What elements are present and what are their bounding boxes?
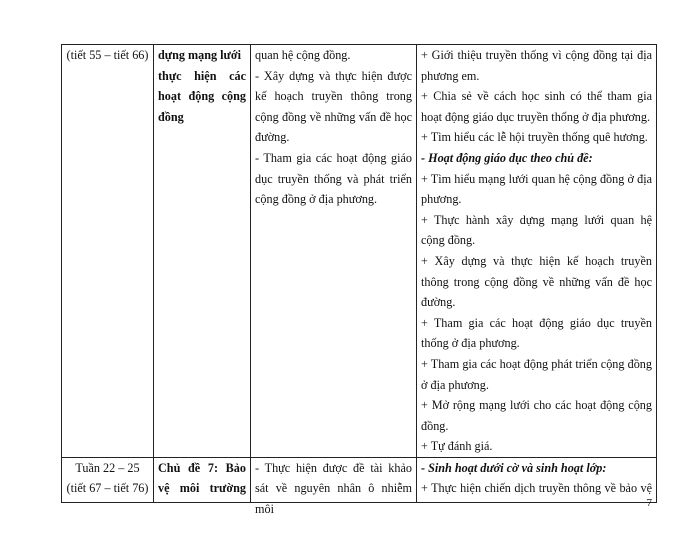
activity-item: + Thực hành xây dựng mạng lưới quan hệ cộng đồng. <box>421 212 652 248</box>
week-cell <box>62 457 154 502</box>
period-text: (tiết 55 – tiết 66) <box>66 48 149 62</box>
activity-item: + Giới thiệu truyền thống vì cộng đồng tại địa phương em. <box>421 48 652 83</box>
requirement-item: - Xây dựng và thực hiện được kế hoạch truyền thông trong cộng đồng về những vấn đề học đường. <box>255 68 412 145</box>
table-row <box>62 45 657 458</box>
period-text: (tiết 67 – tiết 76) <box>66 481 149 496</box>
table-row <box>62 457 657 502</box>
activity-item: + Mở rộng mạng lưới cho các hoạt động cộng đồng. <box>421 398 652 433</box>
requirement-item: - Thực hiện được đề tài khảo sát về nguyên nhân ô nhiễm môi <box>255 460 412 517</box>
requirements-cell <box>251 45 417 458</box>
topic-line: dựng mạng lưới <box>158 48 242 62</box>
activity-item: + Tham gia các hoạt động giáo dục truyền thống ở địa phương. <box>421 315 652 351</box>
activity-item: + Tự đánh giá. <box>421 439 493 454</box>
activity-item: + Thực hiện chiến dịch truyền thông về bảo vệ <box>421 481 652 496</box>
topic-cell <box>154 45 251 458</box>
page-number: 7 <box>646 497 652 509</box>
week-text: Tuần 22 – 25 <box>75 460 140 475</box>
activity-item: + Tham gia các hoạt động phát triển cộng đồng ở địa phương. <box>421 356 652 392</box>
requirements-cell <box>251 457 417 517</box>
topic-line: thực hiện các <box>158 68 246 83</box>
activity-item: + Tìm hiểu các lễ hội truyền thống quê hương. <box>421 130 648 145</box>
activity-item: + Xây dựng và thực hiện kế hoạch truyền thông trong cộng đồng về những vấn đề học đường. <box>421 253 652 310</box>
topic-line: đồng <box>158 109 184 124</box>
activity-item: + Chia sẻ về cách học sinh có thể tham gia hoạt động giáo dục truyền thống ở địa phương. <box>421 89 652 124</box>
activity-heading: - Hoạt động giáo dục theo chủ đề: <box>421 150 593 165</box>
topic-text: Chủ đề 7: Bảo vệ môi trường <box>158 460 246 496</box>
activities-cell <box>417 457 657 502</box>
plan-table <box>61 44 657 517</box>
requirement-item: - Tham gia các hoạt động giáo dục truyền thống và phát triển cộng đồng ở địa phương. <box>255 150 412 207</box>
activity-heading: - Sinh hoạt dưới cờ và sinh hoạt lớp: <box>421 460 607 475</box>
period-cell <box>62 45 154 458</box>
activity-item: + Tìm hiểu mạng lưới quan hệ cộng đồng ở địa phương. <box>421 171 652 207</box>
topic-cell <box>154 457 251 502</box>
activities-cell <box>417 45 657 458</box>
requirement-item: quan hệ cộng đồng. <box>255 48 351 62</box>
topic-line: hoạt động cộng <box>158 89 246 104</box>
